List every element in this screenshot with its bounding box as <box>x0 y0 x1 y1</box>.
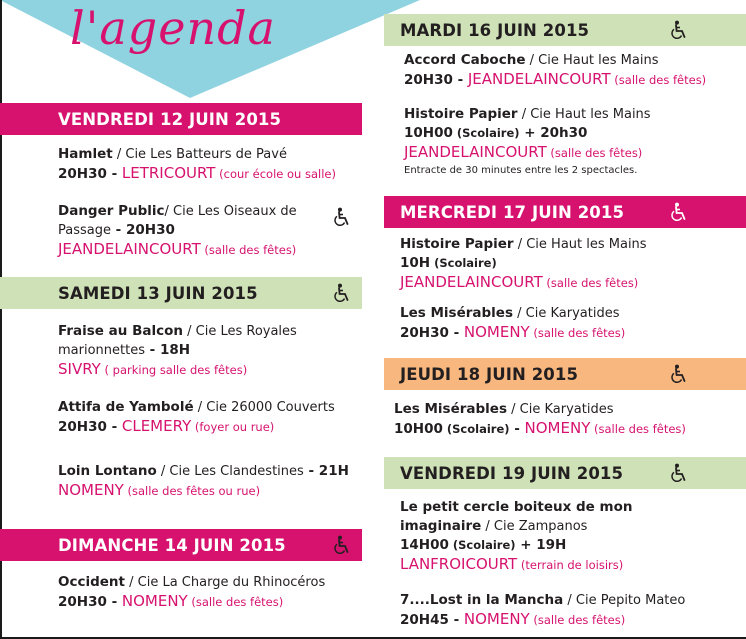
event-place-note: (cour école ou salle) <box>215 167 336 181</box>
event-company: / Cie Haut les Mains <box>525 53 659 68</box>
event-lost-in-la-mancha <box>400 591 685 630</box>
event-company: / Cie Haut les Mains <box>513 237 647 252</box>
event-company: / Cie Les Batteurs de Pavé <box>112 147 287 162</box>
event-note: Entracte de 30 minutes entre les 2 spectacles. <box>404 165 638 176</box>
event-title: Accord Caboche <box>404 52 526 68</box>
event-place-note: (foyer ou rue) <box>191 420 275 434</box>
wheelchair-icon <box>331 206 353 228</box>
event-place-note: (salle des fêtes) <box>200 243 297 257</box>
day-title: DIMANCHE 14 JUIN 2015 <box>58 535 286 555</box>
event-loin-lontano <box>58 462 349 501</box>
day-title: VENDREDI 19 JUIN 2015 <box>400 463 624 483</box>
day-header-tuesday-16 <box>384 14 746 46</box>
event-time: 14H00 <box>400 537 449 553</box>
event-danger-public <box>58 202 297 260</box>
event-company: / Cie 26000 Couverts <box>193 400 335 415</box>
event-time-note: (Scolaire) <box>448 538 516 552</box>
event-company: / Cie Pepito Mateo <box>563 593 686 608</box>
event-company: / Cie Karyatides <box>507 402 614 417</box>
event-place: NOMENY <box>58 481 124 499</box>
event-place: LANFROICOURT <box>400 555 518 573</box>
event-place-note: (salle des fêtes) <box>546 146 643 160</box>
event-attifa-de-yambole <box>58 398 335 437</box>
event-place-note: (salle des fêtes) <box>187 595 284 609</box>
day-header-sunday-14 <box>0 529 362 561</box>
event-title: Le petit cercle boiteux de mon <box>400 499 633 515</box>
event-title: Occident <box>58 574 125 590</box>
event-accord-caboche <box>404 51 706 90</box>
event-place: JEANDELAINCOURT <box>400 273 543 291</box>
event-company: / Cie La Charge du Rhinocéros <box>125 575 326 590</box>
event-time-sep: - <box>509 421 525 437</box>
event-time: - 20H30 <box>110 222 175 238</box>
event-place-note: (salle des fêtes) <box>610 73 707 87</box>
event-time: 20H30 - <box>58 419 122 435</box>
event-place-note: (salle des fêtes) <box>529 613 626 627</box>
event-title: 7....Lost in la Mancha <box>400 592 564 608</box>
event-place: LETRICOURT <box>121 164 216 182</box>
event-hamlet <box>58 145 336 184</box>
event-company: / Cie Les Clandestines <box>156 464 304 479</box>
event-time-note: (Scolaire) <box>452 126 520 140</box>
event-title: Les Misérables <box>394 401 507 417</box>
event-title: Attifa de Yambolé <box>58 399 194 415</box>
day-header-friday-19 <box>384 457 746 489</box>
event-time: 20H30 - <box>400 325 464 341</box>
event-time: 10H00 <box>394 421 443 437</box>
event-place: NOMENY <box>463 610 530 628</box>
event-time: 10H00 <box>404 125 453 141</box>
event-time: 20H30 - <box>58 594 122 610</box>
event-les-miserables-thu <box>394 400 686 439</box>
event-time-note: (Scolaire) <box>442 422 510 436</box>
event-place: JEANDELAINCOURT <box>404 143 547 161</box>
event-title: Histoire Papier <box>400 236 514 252</box>
day-title: MERCREDI 17 JUIN 2015 <box>400 202 625 222</box>
day-title: SAMEDI 13 JUIN 2015 <box>58 283 258 303</box>
event-place-note: (salle des fêtes) <box>590 422 686 436</box>
day-title: JEUDI 18 JUIN 2015 <box>400 364 579 384</box>
event-histoire-papier-wed <box>400 235 647 293</box>
event-histoire-papier-tue <box>404 105 651 178</box>
event-time-note: (Scolaire) <box>430 256 497 270</box>
event-place: JEANDELAINCOURT <box>467 70 611 88</box>
agenda-logo: l'agenda <box>70 1 276 55</box>
event-title: Hamlet <box>58 146 113 162</box>
day-title: MARDI 16 JUIN 2015 <box>400 20 590 40</box>
wheelchair-icon <box>668 363 690 385</box>
event-time: - 21H <box>303 463 349 479</box>
event-title: Les Misérables <box>400 305 513 321</box>
event-place-note: (salle des fêtes ou rue) <box>123 484 261 498</box>
event-place-note: (salle des fêtes) <box>529 326 626 340</box>
event-time-second: + 20h30 <box>519 125 588 141</box>
event-company: / Cie Zampanos <box>481 519 588 534</box>
event-company: / Cie Les Royales <box>182 324 297 339</box>
event-place: NOMENY <box>121 592 188 610</box>
event-time: 10H <box>400 255 431 271</box>
event-title-cont: imaginaire <box>400 518 482 534</box>
wheelchair-icon <box>331 282 353 304</box>
event-place-note: ( parking salle des fêtes) <box>100 363 248 377</box>
event-occident <box>58 573 325 612</box>
day-header-wednesday-17 <box>384 196 746 228</box>
event-title: Histoire Papier <box>404 106 518 122</box>
event-company: / Cie Haut les Mains <box>517 107 651 122</box>
event-company-cont: marionnettes <box>58 343 145 358</box>
day-title: VENDREDI 12 JUIN 2015 <box>58 109 282 129</box>
event-time: 20H30 - <box>404 72 468 88</box>
wheelchair-icon <box>331 534 353 556</box>
event-title: Loin Lontano <box>58 463 157 479</box>
day-header-saturday-13 <box>0 277 362 309</box>
event-place-note: (terrain de loisirs) <box>517 558 624 572</box>
event-les-miserables-wed <box>400 304 625 343</box>
day-header-friday-12 <box>0 103 362 135</box>
event-place: JEANDELAINCOURT <box>58 240 201 258</box>
event-company-cont: Passage <box>58 223 111 238</box>
event-petit-cercle <box>400 498 632 575</box>
event-place: SIVRY <box>58 360 101 378</box>
event-time: 20H45 - <box>400 612 464 628</box>
event-time: 20H30 - <box>58 166 122 182</box>
event-time: - 18H <box>144 342 191 358</box>
event-company: / Cie Les Oiseaux de <box>164 204 297 219</box>
wheelchair-icon <box>668 462 690 484</box>
event-title: Fraise au Balcon <box>58 323 183 339</box>
event-company: / Cie Karyatides <box>513 306 620 321</box>
event-title: Danger Public <box>58 203 165 219</box>
event-place: CLEMERY <box>121 417 192 435</box>
event-place: NOMENY <box>463 323 530 341</box>
wheelchair-icon <box>668 19 690 41</box>
event-fraise-au-balcon <box>58 322 297 380</box>
event-place: NOMENY <box>524 419 591 437</box>
event-place-note: (salle des fêtes) <box>542 276 639 290</box>
wheelchair-icon <box>668 201 690 223</box>
event-time-second: + 19H <box>515 537 567 553</box>
day-header-thursday-18 <box>384 358 746 390</box>
